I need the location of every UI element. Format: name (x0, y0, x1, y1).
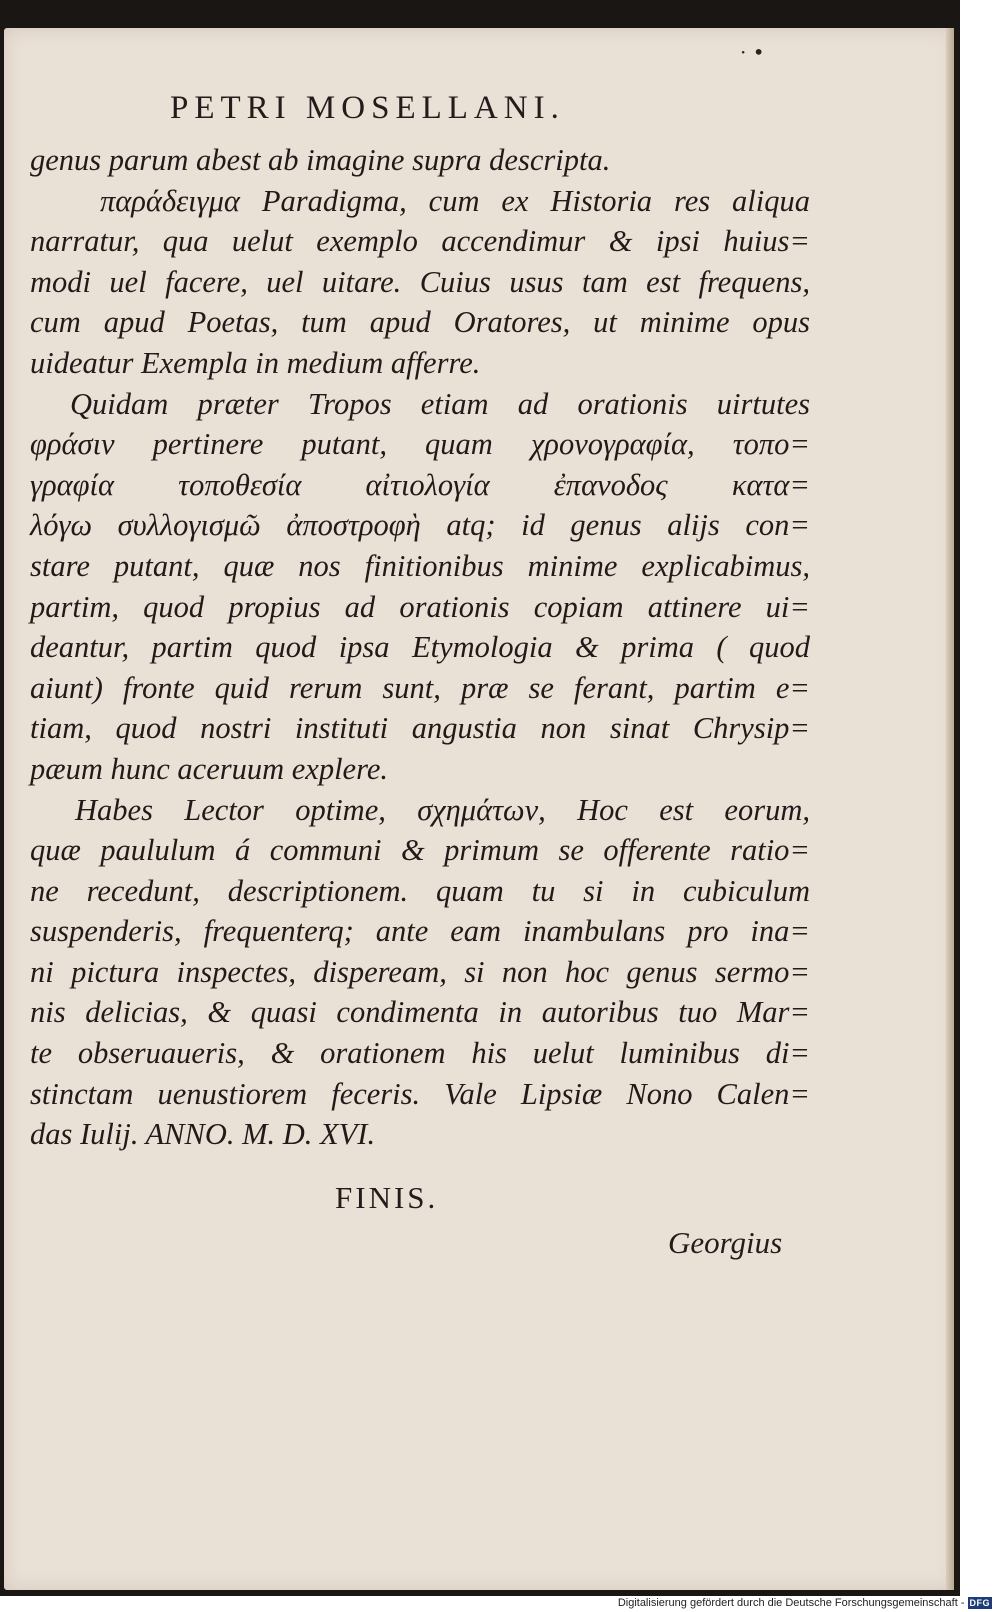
text-line: ne recedunt, descriptionem. quam tu si in cubiculum (30, 873, 810, 908)
text-line: uideatur Exempla in medium afferre. (30, 345, 481, 380)
footer-text: Digitalisierung gefördert durch die Deutsche Forschungsgemeinschaft - (617, 1597, 965, 1609)
finis-label: FINIS. (335, 1180, 439, 1215)
running-head: PETRI MOSELLANI. (170, 90, 565, 126)
text-line: quæ paululum á communi & primum se offerente ratio= (30, 833, 810, 868)
text-line: te obseruaueris, & orationem his uelut luminibus di= (30, 1036, 810, 1071)
text-line: stinctam uenustiorem feceris. Vale Lipsiæ Nono Calen= (30, 1076, 810, 1111)
page-edge (946, 28, 954, 1590)
text-line: deantur, partim quod ipsa Etymologia & prima ( quod (30, 630, 810, 665)
text-line: suspenderis, frequenterq; ante eam inambulans pro ina= (30, 914, 810, 949)
catchword: Georgius (668, 1225, 783, 1260)
text-line: ni pictura inspectes, dispeream, si non hoc genus sermo= (30, 954, 810, 989)
text-line: λόγω συλλογισμῶ ἀποστροφὴ atq; id genus alijs con= (30, 508, 810, 543)
text-line: cum apud Poetas, tum apud Oratores, ut minime opus (30, 305, 810, 340)
text-line: Quidam præter Tropos etiam ad orationis uirtutes (70, 386, 810, 421)
dfg-logo: DFG (969, 1598, 990, 1608)
text-line: nis delicias, & quasi condimenta in autoribus tuo Mar= (30, 995, 810, 1030)
text-line: φράσιν pertinere putant, quam χρονογραφία, τοπο= (30, 427, 810, 462)
text-line: genus parum abest ab imagine supra descripta. (30, 143, 611, 177)
text-line: das Iulij. ANNO. M. D. XVI. (30, 1117, 376, 1152)
text-line: παράδειγμα Paradigma, cum ex Historia res aliqua (100, 183, 810, 218)
top-marks: · • (740, 40, 765, 64)
text-line: Habes Lector optime, σχημάτων, Hoc est eorum, (75, 792, 810, 827)
text-block (30, 140, 810, 1155)
text-line: γραφία τοποθεσία αἰτιολογία ἐπανοδος κατα= (30, 467, 810, 502)
text-line: partim, quod propius ad orationis copiam attinere ui= (30, 589, 810, 624)
digitization-footer (618, 1597, 992, 1609)
text-line: aiunt) fronte quid rerum sunt, præ se ferant, partim e= (30, 670, 810, 705)
text-line: modi uel facere, uel uitare. Cuius usus tam est frequens, (30, 264, 810, 299)
text-line: narratur, qua uelut exemplo accendimur & ipsi huius= (30, 224, 810, 259)
text-line: pæum hunc aceruum explere. (30, 751, 388, 786)
text-line: tiam, quod nostri instituti angustia non sinat Chrysip= (30, 711, 810, 746)
text-line: stare putant, quæ nos finitionibus minime explicabimus, (30, 548, 810, 583)
